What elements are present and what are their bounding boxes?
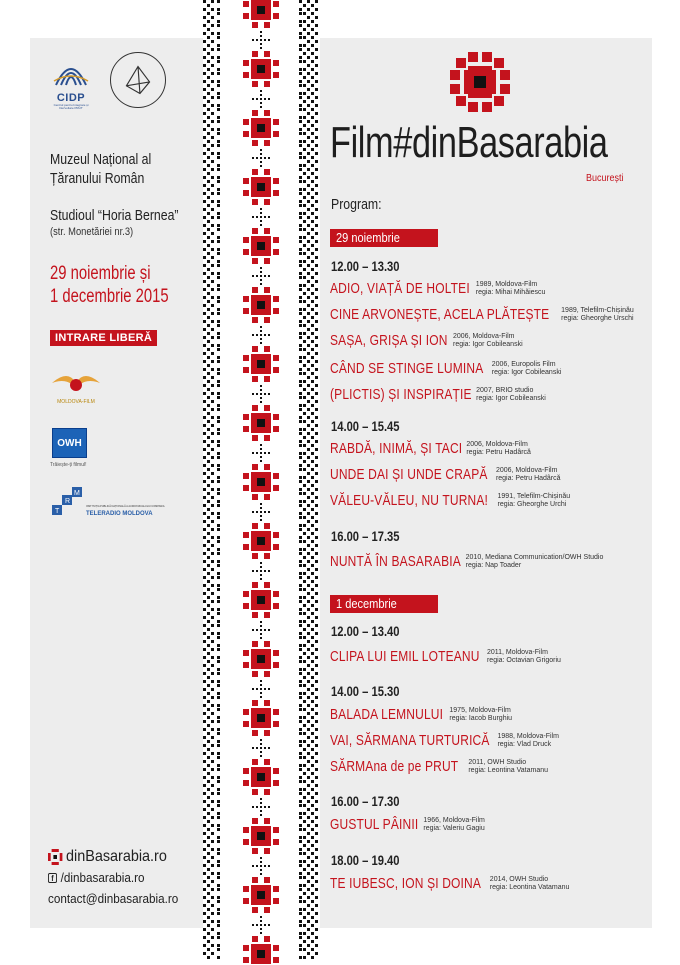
film-meta: 1966, Moldova-Film regia: Valeriu Gagiu	[423, 817, 485, 832]
owh-logo: OWH	[52, 428, 87, 458]
film-meta: 1975, Moldova-Film regia: Iacob Burghiu	[449, 707, 513, 722]
embroidery-pattern	[203, 0, 320, 960]
film-entry	[330, 732, 559, 749]
film-title: SĂRMAna de pe PRUT	[330, 758, 459, 775]
film-title: CÂND SE STINGE LUMINA	[330, 360, 484, 377]
film-entry	[330, 875, 569, 892]
film-entry	[330, 706, 512, 723]
film-title: RABDĂ, INIMĂ, ȘI TACI	[330, 440, 463, 457]
film-title: CINE ARVONEȘTE, ACELA PLĂTEȘTE	[330, 306, 550, 323]
film-entry	[330, 332, 523, 349]
museum-name: Muzeul Național al Țăranului Român	[50, 151, 152, 187]
svg-text:TELERADIO MOLDOVA: TELERADIO MOLDOVA	[86, 511, 153, 517]
time-slot: 12.00 – 13.30	[331, 258, 400, 274]
film-title: ADIO, VIAȚĂ DE HOLTEI	[330, 280, 470, 297]
film-title: SAȘA, GRIȘA ȘI ION	[330, 332, 448, 349]
film-entry	[330, 466, 561, 483]
program-label: Program:	[331, 196, 382, 213]
svg-text:MOLDOVA-FILM: MOLDOVA-FILM	[57, 399, 95, 405]
facebook-icon: f	[48, 873, 57, 883]
day-header: 1 decembrie	[330, 595, 438, 613]
film-entry	[330, 648, 561, 665]
embroidery-strip	[203, 0, 320, 960]
film-entry	[330, 492, 570, 509]
film-entry	[330, 360, 561, 377]
film-meta: 2010, Mediana Communication/OWH Studio regia: Nap Toader	[465, 554, 604, 569]
film-meta: 1989, Moldova-Film regia: Mihai Mihăiescu	[475, 281, 546, 296]
cidp-name: CIDP	[56, 92, 86, 104]
film-meta: 2006, Europolis Film regia: Igor Cobileanski	[491, 361, 562, 376]
film-meta: 2007, BRIO studio regia: Igor Cobileanski	[476, 387, 546, 402]
event-dates: 29 noiembrie și 1 decembrie 2015	[50, 263, 169, 307]
film-title: NUNTĂ ÎN BASARABIA	[330, 553, 461, 570]
film-entry	[330, 306, 634, 323]
film-title: GUSTUL PÂINII	[330, 816, 419, 833]
website-link[interactable]: dinBasarabia.ro	[48, 846, 178, 867]
contact-block	[48, 846, 193, 909]
film-meta: 1988, Moldova-Film regia: Vlad Druck	[497, 733, 559, 748]
free-entry-badge: INTRARE LIBERĂ	[50, 330, 157, 346]
cidp-subtitle: Centrul pentru Integrare și Dezvoltare PRUT	[53, 103, 89, 110]
film-title: CLIPA LUI EMIL LOTEANU	[330, 648, 480, 665]
film-meta: 2006, Moldova-Film regia: Petru Hadârcă	[466, 441, 531, 456]
facebook-link[interactable]: f /dinbasarabia.ro	[48, 867, 178, 888]
time-slot: 14.00 – 15.45	[331, 418, 400, 434]
cidp-arch-icon	[53, 55, 89, 87]
film-meta: 2011, Moldova-Film regia: Octavian Grigoriu	[486, 649, 561, 664]
film-entry	[330, 386, 546, 403]
film-entry	[330, 758, 548, 775]
time-slot: 14.00 – 15.30	[331, 683, 400, 699]
day-header: 29 noiembrie	[330, 229, 438, 247]
film-meta: 2014, OWH Studio regia: Leontina Vatamanu	[489, 876, 570, 891]
moldova-film-logo	[48, 365, 104, 407]
film-title: VĂLEU-VĂLEU, NU TURNA!	[330, 492, 489, 509]
film-title: VAI, SĂRMANA TURTURICĂ	[330, 732, 490, 749]
film-meta: 2006, Moldova-Film regia: Igor Cobileanski	[452, 333, 523, 348]
svg-text:T: T	[55, 508, 60, 515]
film-entry	[330, 553, 603, 570]
film-entry	[330, 816, 485, 833]
time-slot: 18.00 – 19.40	[331, 852, 400, 868]
time-slot: 16.00 – 17.35	[331, 528, 400, 544]
studio-address: (str. Monetăriei nr.3)	[50, 226, 134, 238]
hashtag-emblem-icon	[48, 849, 62, 865]
film-title: TE IUBESC, ION ȘI DOINA	[330, 875, 482, 892]
cidp-logo	[50, 55, 92, 110]
time-slot: 12.00 – 13.40	[331, 623, 400, 639]
svg-text:R: R	[65, 498, 71, 505]
film-meta: 2011, OWH Studio regia: Leontina Vatamanu	[468, 759, 548, 774]
festival-emblem-icon	[450, 52, 510, 112]
studio-name: Studioul “Horia Bernea”	[50, 207, 179, 224]
time-slot: 16.00 – 17.30	[331, 793, 400, 809]
owh-tagline: Trăiește-ți filmul!	[50, 462, 87, 468]
film-entry	[330, 440, 531, 457]
film-meta: 1991, Telefilm-Chișinău regia: Gheorghe Urchi	[497, 493, 571, 508]
svg-text:M: M	[74, 490, 80, 497]
teleradio-moldova-logo	[52, 487, 165, 523]
film-title: BALADA LEMNULUI	[330, 706, 444, 723]
film-meta: 2006, Moldova-Film regia: Petru Hadârcă	[495, 467, 561, 482]
seal-logo-icon	[110, 52, 166, 108]
email-link[interactable]: contact@dinbasarabia.ro	[48, 891, 179, 906]
festival-city: București	[586, 173, 624, 184]
film-title: UNDE DAI ȘI UNDE CRAPĂ	[330, 466, 488, 483]
film-meta: 1989, Telefilm-Chișinău regia: Gheorghe Urschi	[561, 307, 634, 322]
festival-title: Film#dinBasarabia	[330, 118, 608, 167]
svg-text:INSTITUȚIA PUBLICĂ NAȚIONALĂ A: INSTITUȚIA PUBLICĂ NAȚIONALĂ A AUDIOVIZUALULUI COMPANIA	[86, 505, 165, 508]
film-entry	[330, 280, 545, 297]
film-title: (PLICTIS) ȘI INSPIRAȚIE	[330, 386, 472, 403]
